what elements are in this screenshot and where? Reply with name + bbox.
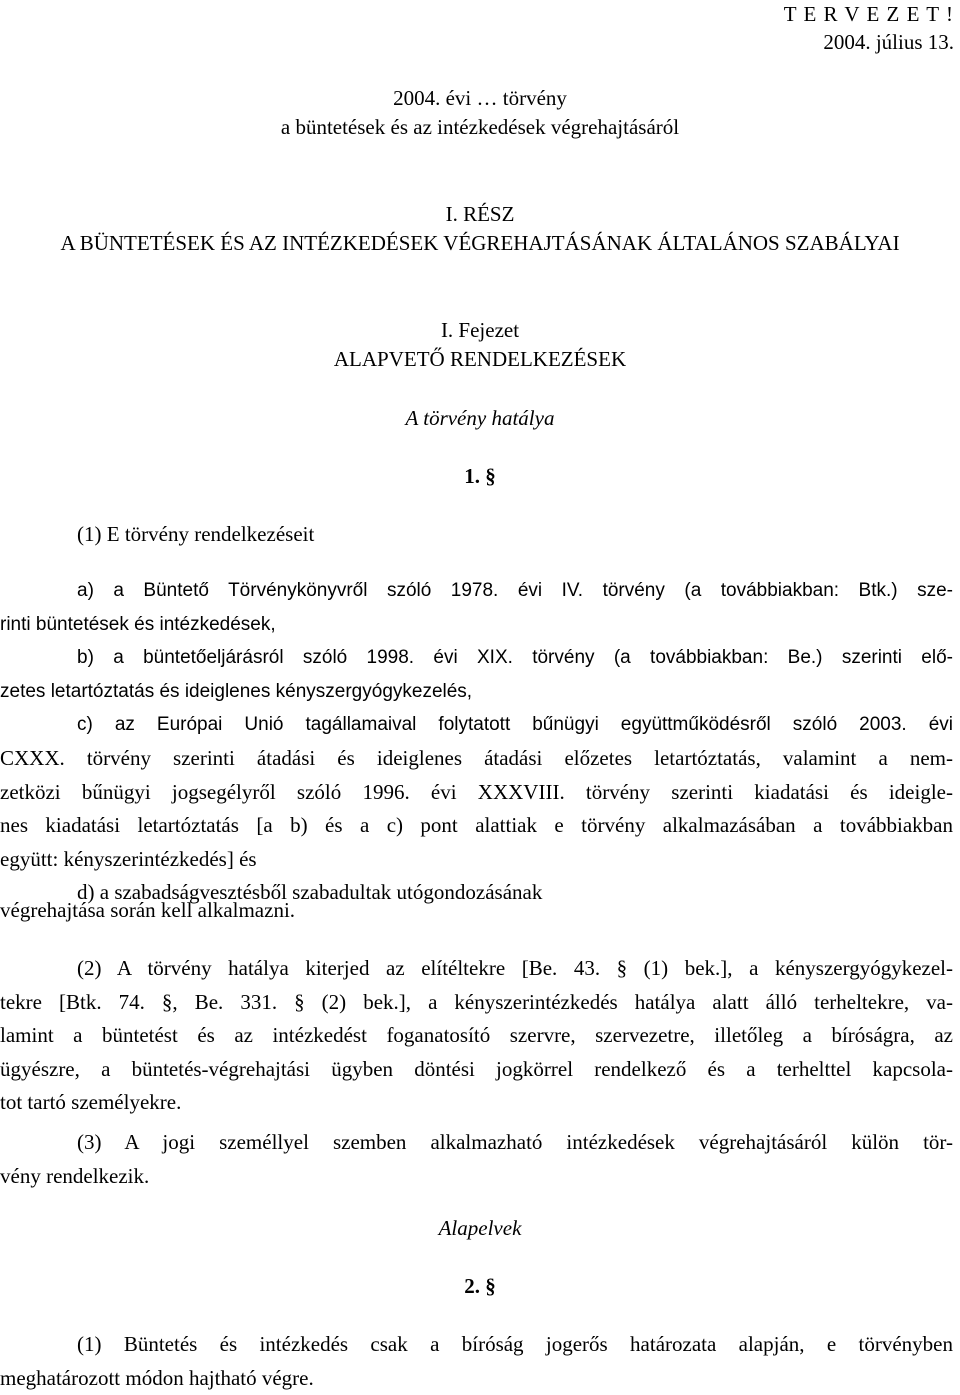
paragraph-line: ügyészre, a büntetés-végrehajtási ügyben döntési jogkörrel rendelkező és a terhelttel kapcsola- bbox=[0, 1053, 953, 1087]
item-c-line: zetközi bűnügyi jogsegélyről szóló 1996. évi XXXVIII. törvény szerinti kiadatási és ideigle- bbox=[0, 776, 953, 810]
section-number: 2. § bbox=[0, 1272, 960, 1301]
part-number: I. RÉSZ bbox=[0, 200, 960, 229]
item-a-line: a) a Büntető Törvénykönyvről szóló 1978. évi IV. törvény (a továbbiakban: Btk.) sze- bbox=[0, 574, 953, 608]
item-b-line: zetes letartóztatás és ideiglenes kényszergyógykezelés, bbox=[0, 675, 953, 709]
paragraph-1-items-cont bbox=[0, 742, 953, 910]
item-c-line: együtt: kényszerintézkedés] és bbox=[0, 843, 953, 877]
paragraph-line: meghatározott módon hajtható végre. bbox=[0, 1362, 953, 1395]
section-heading: A törvény hatálya bbox=[0, 404, 960, 433]
closing-clause: végrehajtása során kell alkalmazni. bbox=[0, 896, 295, 925]
paragraph-line: lamint a büntetést és az intézkedést foganatosító szervre, szervezetre, illetőleg a bíróságra, az bbox=[0, 1019, 953, 1053]
paragraph-line: (3) A jogi személlyel szemben alkalmazható intézkedések végrehajtásáról külön tör- bbox=[0, 1126, 953, 1160]
law-title: a büntetések és az intézkedések végrehajtásáról bbox=[0, 113, 960, 142]
paragraph-line: (1) Büntetés és intézkedés csak a bíróság jogerős határozata alapján, e törvényben bbox=[0, 1328, 953, 1362]
item-c-line: nes kiadatási letartóztatás [a b) és a c) pont alattiak e törvény alkalmazásában a továbbiakban bbox=[0, 809, 953, 843]
item-c-line: CXXX. törvény szerinti átadási és ideiglenes átadási előzetes letartóztatás, valamint a nem- bbox=[0, 742, 953, 776]
paragraph-line: tot tartó személyekre. bbox=[0, 1086, 953, 1120]
paragraph-1 bbox=[0, 1328, 953, 1395]
chapter-title: ALAPVETŐ RENDELKEZÉSEK bbox=[0, 345, 960, 374]
part-title: A BÜNTETÉSEK ÉS AZ INTÉZKEDÉSEK VÉGREHAJTÁSÁNAK ÁLTALÁNOS SZABÁLYAI bbox=[0, 229, 960, 258]
paragraph-1-items bbox=[0, 574, 953, 742]
document-date: 2004. július 13. bbox=[823, 28, 954, 56]
section-number: 1. § bbox=[0, 462, 960, 491]
draft-label: T E R V E Z E T ! bbox=[784, 0, 954, 28]
item-b-line: b) a büntetőeljárásról szóló 1998. évi XIX. törvény (a továbbiakban: Be.) szerinti elő- bbox=[0, 641, 953, 675]
section-heading: Alapelvek bbox=[0, 1214, 960, 1243]
paragraph-intro: (1) E törvény rendelkezéseit bbox=[77, 520, 314, 549]
paragraph-line: vény rendelkezik. bbox=[0, 1160, 953, 1194]
paragraph-line: tekre [Btk. 74. §, Be. 331. § (2) bek.], a kényszerintézkedés hatálya alatt álló terheltekre, va- bbox=[0, 986, 953, 1020]
paragraph-line: (2) A törvény hatálya kiterjed az elítéltekre [Be. 43. § (1) bek.], a kényszergyógykezel- bbox=[0, 952, 953, 986]
item-a-line: rinti büntetések és intézkedések, bbox=[0, 608, 953, 642]
item-d-line: d) a szabadságvesztésből szabadultak utógondozásának bbox=[0, 876, 953, 910]
paragraph-2 bbox=[0, 952, 953, 1120]
paragraph-3 bbox=[0, 1126, 953, 1193]
item-c-line: c) az Európai Unió tagállamaival folytatott bűnügyi együttműködésről szóló 2003. évi bbox=[0, 708, 953, 742]
law-number: 2004. évi … törvény bbox=[0, 84, 960, 113]
chapter-number: I. Fejezet bbox=[0, 316, 960, 345]
